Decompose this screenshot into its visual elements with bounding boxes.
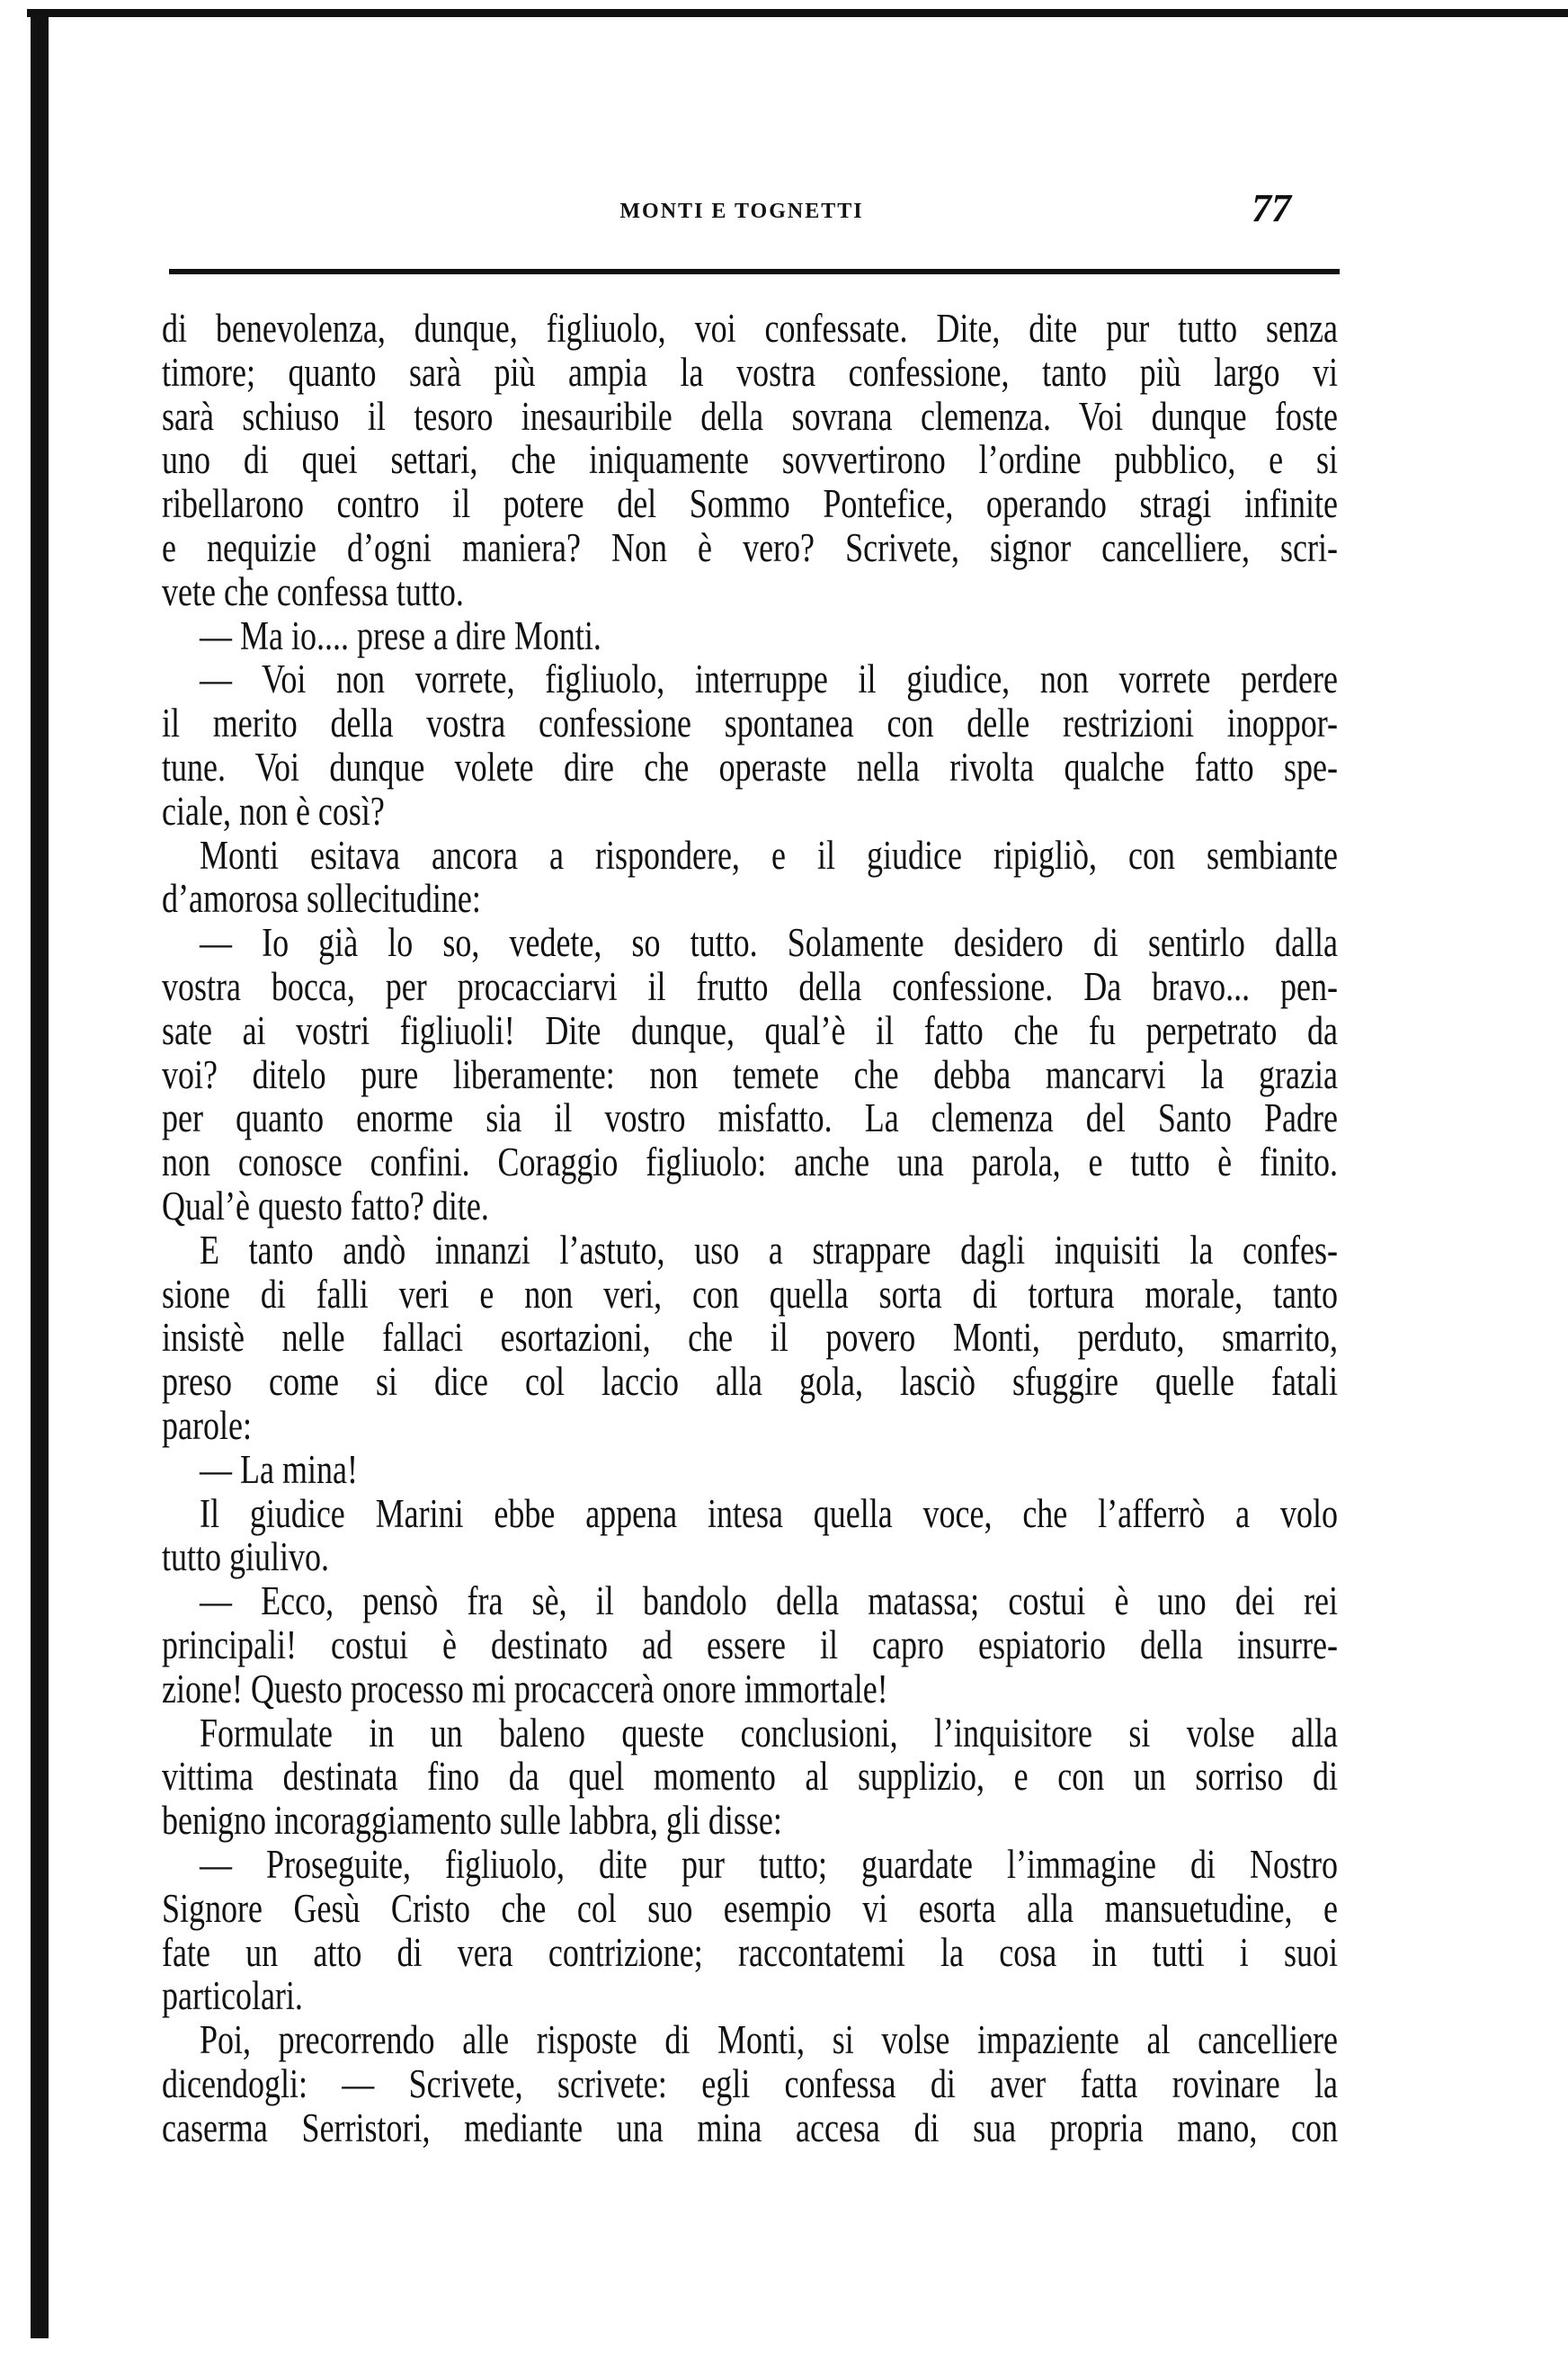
text-line: benigno incoraggiamento sulle labbra, gli disse: <box>162 1798 782 1844</box>
text-line: — Voi non vorrete, figliuolo, interruppe il giudice, non vorrete perdere <box>200 657 1338 702</box>
text-line: fate un atto di vera contrizione; raccontatemi la cosa in tutti i suoi <box>162 1929 1338 1975</box>
text-line: vittima destinata fino da quel momento al supplizio, e con un sorriso di <box>162 1754 1338 1800</box>
text-line: sate ai vostri figliuoli! Dite dunque, qual’è il fatto che fu perpetrato da <box>162 1007 1338 1053</box>
text-line: ciale, non è così? <box>162 788 385 834</box>
text-line: Formulate in un baleno queste conclusioni, l’inquisitore si volse alla <box>200 1710 1338 1756</box>
text-line: zione! Questo processo mi procaccerà onore immortale! <box>162 1666 888 1711</box>
text-line: tune. Voi dunque volete dire che operaste nella rivolta qualche fatto spe- <box>162 745 1338 790</box>
text-line: tutto giulivo. <box>162 1534 330 1580</box>
text-line: vete che confessa tutto. <box>162 568 464 614</box>
text-line: E tanto andò innanzi l’astuto, uso a strappare dagli inquisiti la confes- <box>200 1227 1338 1273</box>
text-line: timore; quanto sarà più ampia la vostra confessione, tanto più largo vi <box>162 349 1338 395</box>
text-line: Signore Gesù Cristo che col suo esempio vi esorta alla mansuetudine, e <box>162 1885 1338 1931</box>
scan-top-border <box>27 9 1568 17</box>
text-line: — Ma io.... prese a dire Monti. <box>200 612 601 658</box>
text-line: Poi, precorrendo alle risposte di Monti, si volse impaziente al cancelliere <box>200 2017 1338 2063</box>
text-line: principali! costui è destinato ad essere il capro espiatorio della insurre- <box>162 1622 1338 1667</box>
text-line: — Io già lo so, vedete, so tutto. Solamente desidero di sentirlo dalla <box>200 920 1338 966</box>
text-line: d’amorosa sollecitudine: <box>162 876 481 922</box>
text-line: uno di quei settari, che iniquamente sovvertirono l’ordine pubblico, e si <box>162 437 1338 483</box>
text-line: dicendogli: — Scrivete, scrivete: egli confessa di aver fatta rovinare la <box>162 2061 1338 2106</box>
text-line: vostra bocca, per procacciarvi il frutto della confessione. Da bravo... pen- <box>162 964 1338 1009</box>
text-line: caserma Serristori, mediante una mina accesa di sua propria mano, con <box>162 2104 1338 2150</box>
text-line: non conosce confini. Coraggio figliuolo: anche una parola, e tutto è finito. <box>162 1139 1338 1185</box>
text-line: il merito della vostra confessione spontanea con delle restrizioni inoppor- <box>162 701 1338 746</box>
text-line: Monti esitava ancora a rispondere, e il giudice ripigliò, con sembiante <box>200 832 1338 878</box>
header-rule <box>169 269 1340 274</box>
text-line: ribellarono contro il potere del Sommo Pontefice, operando stragi infinite <box>162 481 1338 527</box>
text-line: — Ecco, pensò fra sè, il bandolo della matassa; costui è uno dei rei <box>200 1578 1338 1624</box>
text-line: particolari. <box>162 1973 303 2019</box>
text-line: Il giudice Marini ebbe appena intesa quella voce, che l’afferrò a volo <box>200 1490 1338 1536</box>
text-line: — La mina! <box>200 1446 358 1492</box>
text-line: e nequizie d’ogni maniera? Non è vero? Scrivete, signor cancelliere, scri- <box>162 525 1338 570</box>
text-line: sarà schiuso il tesoro inesauribile della sovrana clemenza. Voi dunque foste <box>162 393 1338 439</box>
scan-left-border <box>31 9 49 2338</box>
text-line: — Proseguite, figliuolo, dite pur tutto; guardate l’immagine di Nostro <box>200 1842 1338 1887</box>
text-line: sione di falli veri e non veri, con quella sorta di tortura morale, tanto <box>162 1271 1338 1317</box>
text-line: preso come si dice col laccio alla gola, lasciò sfuggire quelle fatali <box>162 1359 1338 1405</box>
text-line: per quanto enorme sia il vostro misfatto. La clemenza del Santo Padre <box>162 1095 1338 1141</box>
text-line: insistè nelle fallaci esortazioni, che il povero Monti, perduto, smarrito, <box>162 1315 1338 1361</box>
text-line: di benevolenza, dunque, figliuolo, voi confessate. Dite, dite pur tutto senza <box>162 306 1338 351</box>
running-title: MONTI E TOGNETTI <box>619 200 864 223</box>
text-line: parole: <box>162 1403 252 1448</box>
page-number: 77 <box>1252 186 1291 230</box>
text-line: voi? ditelo pure liberamente: non temete che debba mancarvi la grazia <box>162 1051 1338 1097</box>
text-line: Qual’è questo fatto? dite. <box>162 1184 489 1229</box>
